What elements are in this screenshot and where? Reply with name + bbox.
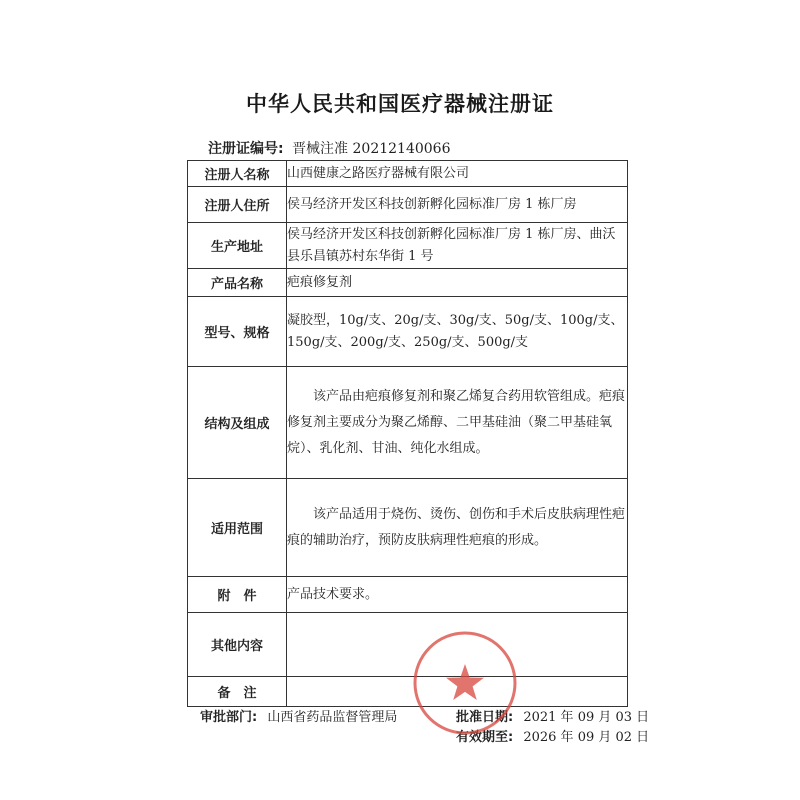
table-row-remarks xyxy=(188,677,628,707)
label-other: 其他内容 xyxy=(188,613,287,677)
official-seal xyxy=(412,630,518,736)
value-production-address: 侯马经济开发区科技创新孵化园标准厂房 1 栋厂房、曲沃县乐昌镇苏村东华街 1 号 xyxy=(287,223,628,269)
valid-until-label: 有效期至: xyxy=(456,730,514,745)
label-model-spec: 型号、规格 xyxy=(188,297,287,367)
certificate-title: 中华人民共和国医疗器械注册证 xyxy=(246,92,554,116)
table-row-scope xyxy=(188,479,628,577)
table-row-structure xyxy=(188,367,628,479)
label-attachment: 附 件 xyxy=(188,577,287,613)
label-scope: 适用范围 xyxy=(188,479,287,577)
table-row-production-address xyxy=(188,223,628,269)
value-model-spec: 凝胶型，10g/支、20g/支、30g/支、50g/支、100g/支、150g/支、200g/支、250g/支、500g/支 xyxy=(287,297,628,367)
approval-department-row xyxy=(200,706,397,725)
registration-number-value: 晋械注准 20212140066 xyxy=(292,141,451,157)
value-product-name: 疤痕修复剂 xyxy=(287,269,628,297)
valid-until-value: 2026 年 09 月 02 日 xyxy=(523,730,650,745)
value-attachment: 产品技术要求。 xyxy=(287,577,628,613)
label-product-name: 产品名称 xyxy=(188,269,287,297)
approval-date-label: 批准日期: xyxy=(456,710,514,725)
approval-department-value: 山西省药品监督管理局 xyxy=(267,710,398,725)
label-registrant-name: 注册人名称 xyxy=(188,161,287,187)
table-row-product-name xyxy=(188,269,628,297)
label-registrant-address: 注册人住所 xyxy=(188,187,287,223)
table-row-registrant-address xyxy=(188,187,628,223)
table-row-attachment xyxy=(188,577,628,613)
certificate-table xyxy=(187,160,628,707)
label-remarks: 备 注 xyxy=(188,677,287,707)
value-registrant-address: 侯马经济开发区科技创新孵化园标准厂房 1 栋厂房 xyxy=(287,187,628,223)
label-structure: 结构及组成 xyxy=(188,367,287,479)
label-production-address: 生产地址 xyxy=(188,223,287,269)
registration-number-label: 注册证编号: xyxy=(208,141,284,157)
approval-date-value: 2021 年 09 月 03 日 xyxy=(523,710,650,725)
registration-number-row xyxy=(208,138,451,158)
table-row-other xyxy=(188,613,628,677)
value-scope: 该产品适用于烧伤、烫伤、创伤和手术后皮肤病理性疤痕的辅助治疗，预防皮肤病理性疤痕的形成。 xyxy=(287,479,628,577)
table-row-registrant-name xyxy=(188,161,628,187)
approval-department-label: 审批部门: xyxy=(200,710,258,725)
value-registrant-name: 山西健康之路医疗器械有限公司 xyxy=(287,161,628,187)
value-structure: 该产品由疤痕修复剂和聚乙烯复合药用软管组成。疤痕修复剂主要成分为聚乙烯醇、二甲基硅油（聚二甲基硅氧烷）、乳化剂、甘油、纯化水组成。 xyxy=(287,367,628,479)
table-row-model-spec xyxy=(188,297,628,367)
